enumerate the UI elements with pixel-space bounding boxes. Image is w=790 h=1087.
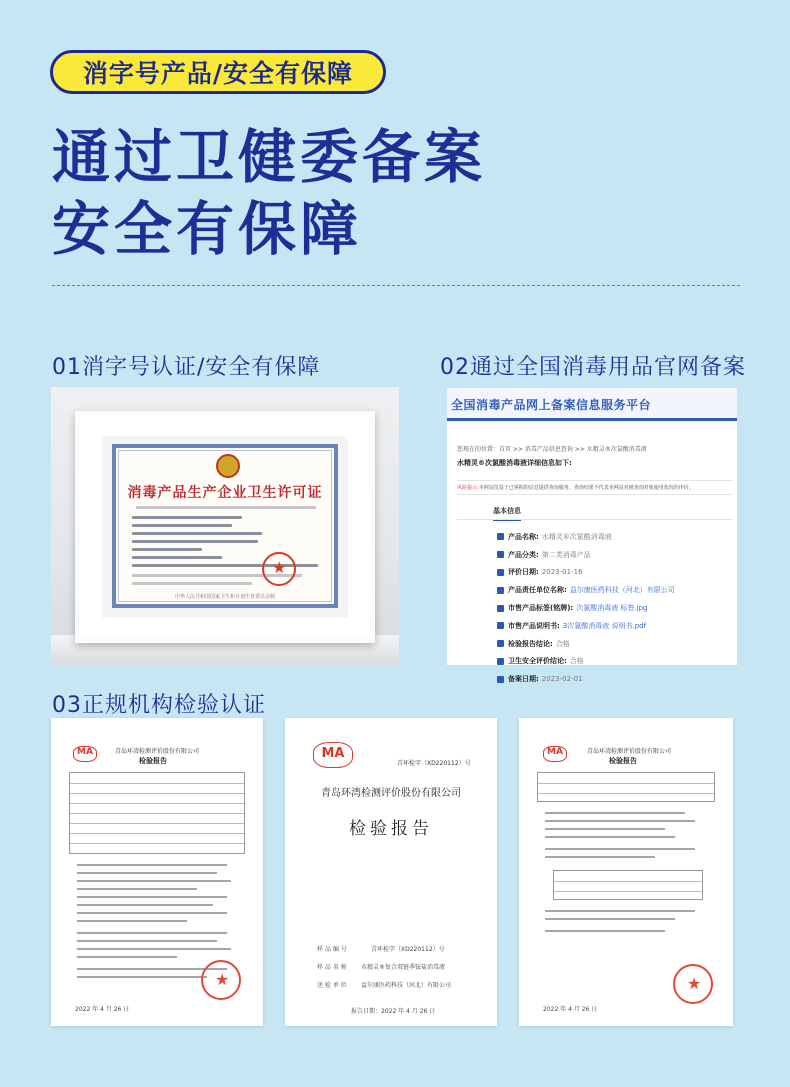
report-heading: 检验报告 bbox=[139, 757, 167, 765]
info-list bbox=[497, 528, 675, 688]
report-date: 报告日期：2022 年 4 月 26 日 bbox=[351, 1008, 436, 1015]
info-key: 产品名称: bbox=[508, 532, 539, 541]
cma-mark-icon: MA bbox=[73, 746, 97, 762]
cma-mark-icon: MA bbox=[543, 746, 567, 762]
lab-name: 青岛环湾检测评价股份有限公司 bbox=[115, 748, 200, 755]
sign-date: 2022 年 4 月 26 日 bbox=[543, 1006, 598, 1013]
certificate-footer: 中华人民共和国国家卫生和计划生育委员会制 bbox=[174, 594, 275, 600]
info-row bbox=[497, 653, 675, 671]
info-value: 2023-01-16 bbox=[541, 568, 583, 577]
sample-name: 水精灵®复合双链季铵盐消毒液 bbox=[361, 964, 446, 971]
cma-mark-icon: MA bbox=[313, 742, 353, 768]
category-tag: 消字号产品/安全有保障 bbox=[50, 50, 386, 94]
report-table bbox=[537, 772, 715, 802]
info-key: 检验报告结论: bbox=[508, 639, 553, 648]
client-name: 益尔康医药科技（河北）有限公司 bbox=[361, 982, 452, 989]
sample-name-label: 样 品 名 称 bbox=[317, 964, 347, 971]
product-detail-title: 水精灵®次氯酸消毒液详细信息如下: bbox=[457, 459, 572, 467]
breadcrumb: 您现在的位置：首页 >> 消毒产品信息查询 >> 水精灵®次氯酸消毒液 bbox=[457, 446, 647, 453]
info-icon bbox=[497, 587, 504, 594]
tab-basic-info[interactable]: 基本信息 bbox=[493, 506, 521, 521]
info-link[interactable]: 3次氯酸消毒液 说明书.pdf bbox=[562, 621, 647, 630]
info-row bbox=[497, 670, 675, 688]
info-icon bbox=[497, 676, 504, 683]
info-row bbox=[497, 564, 675, 582]
info-key: 产品分类: bbox=[508, 550, 539, 559]
info-value: 2023-02-01 bbox=[541, 675, 583, 684]
inspection-report-cover bbox=[285, 718, 497, 1026]
website-header: 全国消毒产品网上备案信息服务平台 bbox=[447, 388, 737, 418]
report-table bbox=[69, 772, 245, 854]
info-row bbox=[497, 546, 675, 564]
info-key: 市售产品标签(铭牌): bbox=[508, 604, 574, 613]
info-icon bbox=[497, 640, 504, 647]
info-value: 合格 bbox=[569, 657, 584, 666]
red-seal bbox=[262, 552, 296, 586]
info-icon bbox=[497, 658, 504, 665]
info-link[interactable]: 益尔康医药科技（河北）有限公司 bbox=[569, 586, 675, 595]
info-key: 市售产品说明书: bbox=[508, 621, 560, 630]
inspection-report-page-2 bbox=[519, 718, 733, 1026]
info-icon bbox=[497, 605, 504, 612]
lab-name: 青岛环湾检测评价股份有限公司 bbox=[321, 788, 461, 799]
info-link[interactable]: 次氯酸消毒液 标签.jpg bbox=[576, 604, 648, 613]
seal-star-icon: ★ bbox=[687, 974, 702, 993]
info-icon bbox=[497, 622, 504, 629]
info-row bbox=[497, 599, 675, 617]
info-icon bbox=[497, 551, 504, 558]
sign-date: 2022 年 4 月 26 日 bbox=[75, 1006, 130, 1013]
info-key: 卫生安全评价结论: bbox=[508, 657, 567, 666]
info-icon bbox=[497, 569, 504, 576]
sample-number-label: 样 品 编 号 bbox=[317, 946, 347, 953]
certificate-title: 消毒产品生产企业卫生许可证 bbox=[127, 485, 323, 501]
inspection-report-page-1 bbox=[51, 718, 263, 1026]
info-key: 备案日期: bbox=[508, 675, 539, 684]
info-row bbox=[497, 617, 675, 635]
report-number: 青环检字（XD220112）号 bbox=[397, 760, 471, 767]
info-row bbox=[497, 635, 675, 653]
seal-star-icon: ★ bbox=[272, 558, 287, 577]
info-key: 评价日期: bbox=[508, 568, 539, 577]
filing-website-screenshot bbox=[447, 388, 737, 684]
seal-star-icon: ★ bbox=[215, 970, 230, 989]
license-photo bbox=[51, 387, 399, 665]
section-title-inspection: 03正规机构检验认证 bbox=[52, 693, 266, 718]
info-value: 合格 bbox=[555, 639, 570, 648]
section-title-official-filing: 02通过全国消毒用品官网备案 bbox=[440, 355, 746, 380]
red-seal bbox=[201, 960, 241, 1000]
report-heading: 检验报告 bbox=[349, 819, 433, 839]
client-label: 送 检 单 位 bbox=[317, 982, 347, 989]
red-seal bbox=[673, 964, 713, 1004]
info-row bbox=[497, 581, 675, 599]
risk-notice: 风险提示:本网站仅基于已掌握的信息提供查询服务，查询结果不代表本网站对被查询对象使用状况的评价。 bbox=[457, 480, 733, 495]
sample-number: 青环检字（XD220112）号 bbox=[371, 946, 445, 953]
result-table bbox=[553, 870, 703, 900]
info-icon bbox=[497, 533, 504, 540]
section-title-disinfection-license: 01消字号认证/安全有保障 bbox=[52, 355, 321, 380]
report-heading: 检验报告 bbox=[609, 757, 637, 765]
info-value: 水精灵®次氯酸消毒液 bbox=[541, 532, 612, 541]
headline-line-2: 安全有保障 bbox=[52, 195, 363, 263]
headline-line-1: 通过卫健委备案 bbox=[52, 123, 487, 191]
national-emblem-icon bbox=[216, 454, 240, 478]
hygiene-license-certificate bbox=[112, 444, 338, 608]
info-value: 第二类消毒产品 bbox=[541, 550, 591, 559]
dashed-divider bbox=[52, 285, 740, 286]
info-row bbox=[497, 528, 675, 546]
info-key: 产品责任单位名称: bbox=[508, 586, 567, 595]
picture-frame bbox=[75, 411, 375, 643]
lab-name: 青岛环湾检测评价股份有限公司 bbox=[587, 748, 672, 755]
